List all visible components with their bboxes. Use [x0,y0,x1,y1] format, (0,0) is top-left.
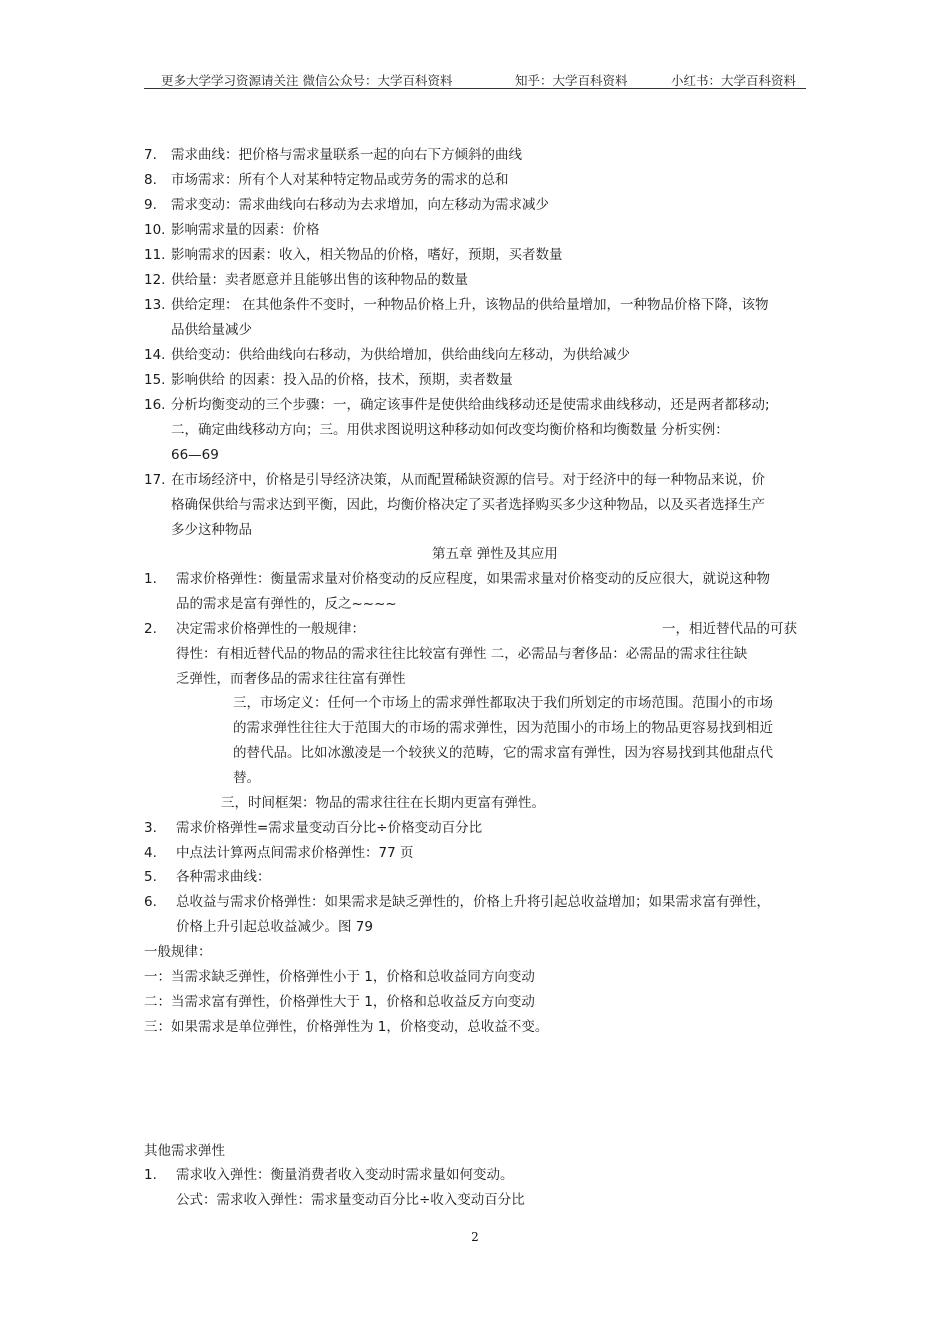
list-item-continuation: 格确保供给与需求达到平衡，因此，均衡价格决定了买者选择购买多少这种物品，以及买者选择生产 [171,497,765,513]
list-item-continuation: 的需求弹性往往大于范围大的市场的需求弹性，因为范围小的市场上的物品更容易找到相近 [233,720,773,736]
list-item-continuation: 得性：有相近替代品的物品的需求往往比较富有弹性 二，必需品与奢侈品：必需品的需求往往缺 [176,646,748,662]
list-item-right-text: 一，相近替代品的可获 [662,621,797,637]
list-item-continuation: 的替代品。比如冰激凌是一个较狭义的范畴，它的需求富有弹性，因为容易找到其他甜点代 [233,745,773,761]
header-xiaohongshu: 小红书：大学百科资料 [671,73,797,88]
rule-item: 二：当需求富有弹性，价格弹性大于 1，价格和总收益反方向变动 [144,994,535,1010]
list-item-continuation: 品的需求是富有弹性的，反之~~~~ [176,596,397,612]
list-item-continuation: 价格上升引起总收益减少。图 79 [176,919,373,935]
list-item-continuation: 多少这种物品 [171,522,252,538]
list-item-continuation: 66—69 [171,447,219,463]
formula: 公式：需求收入弹性：需求量变动百分比÷收入变动百分比 [176,1192,525,1208]
rules-title: 一般规律： [144,944,212,960]
page-number: 2 [471,1230,479,1244]
section-title: 其他需求弹性 [144,1143,225,1159]
sub-item-time-frame: 三，时间框架：物品的需求往往在长期内更富有弹性。 [221,795,545,811]
list-item-continuation: 二，确定曲线移动方向；三。用供求图说明这种移动如何改变均衡价格和均衡数量 分析实例： [171,422,729,438]
rule-item: 三：如果需求是单位弹性，价格弹性为 1，价格变动，总收益不变。 [144,1019,549,1035]
page-header [144,66,806,89]
chapter-title: 第五章 弹性及其应用 [432,546,558,562]
sub-item-market-definition: 三，市场定义：任何一个市场上的需求弹性都取决于我们所划定的市场范围。范围小的市场 [233,695,773,711]
header-wechat: 更多大学学习资源请关注 微信公众号：大学百科资料 [161,73,453,88]
rule-item: 一：当需求缺乏弹性，价格弹性小于 1，价格和总收益同方向变动 [144,969,535,985]
list-item-continuation: 替。 [233,770,260,786]
list-item-continuation: 品供给量减少 [171,322,252,338]
list-item-continuation: 乏弹性，而奢侈品的需求往往富有弹性 [176,671,406,687]
header-zhihu: 知乎：大学百科资料 [515,73,628,88]
